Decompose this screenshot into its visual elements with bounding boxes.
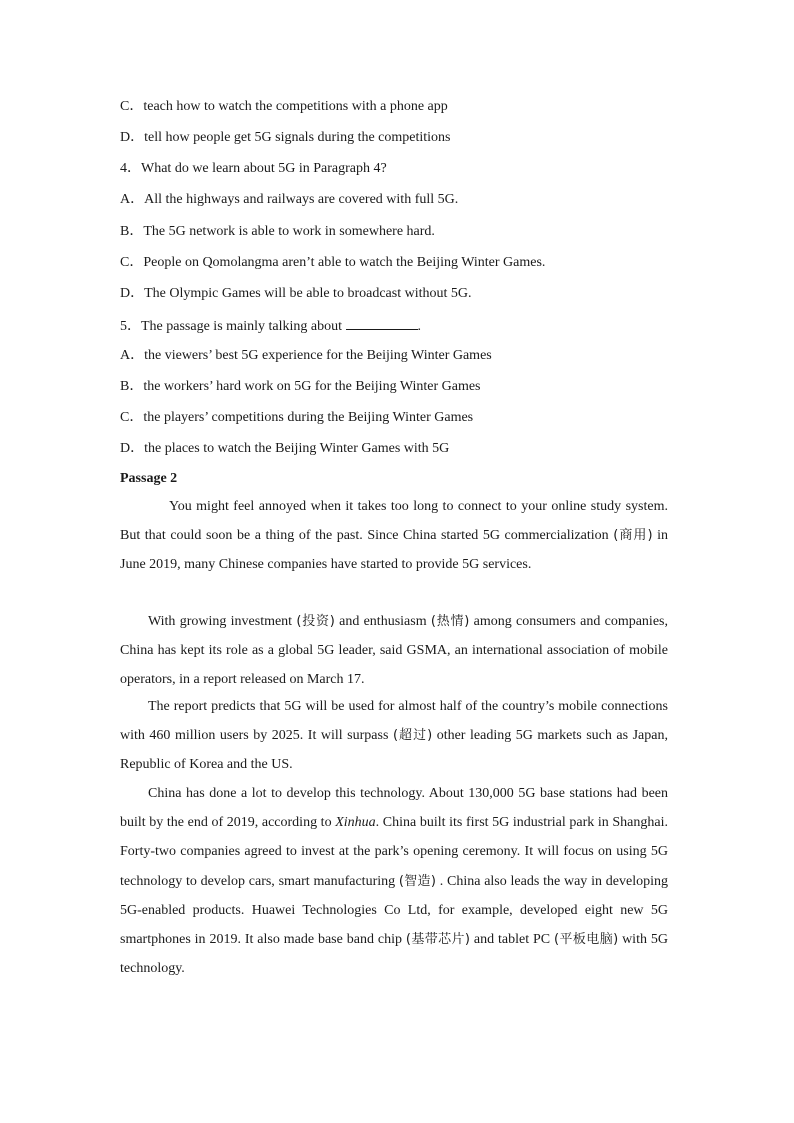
passage-paragraph-4	[120, 779, 668, 983]
q5-option-d: D．the places to watch the Beijing Winter Games with 5G	[120, 441, 450, 456]
p3-text-a: The report predicts that 5G will be used for almost half of the country’s mobile connections with 460 million users by 2025. It will surpass	[120, 699, 668, 744]
p4-text-e: with 5G technology.	[120, 932, 668, 977]
p2-gloss-2: (热情)	[430, 614, 470, 629]
q4-stem: 4．What do we learn about 5G in Paragraph 4?	[120, 161, 387, 176]
p1-text-b: in June 2019, many Chinese companies have started to provide 5G services.	[120, 528, 668, 573]
p4-source-italic: Xinhua	[335, 815, 376, 831]
q3-option-d: D．tell how people get 5G signals during the competitions	[120, 130, 451, 145]
q4-option-b: B．The 5G network is able to work in somewhere hard.	[120, 224, 435, 239]
p4-gloss-2: (基带芯片)	[405, 932, 470, 948]
answer-blank	[346, 316, 418, 330]
p3-gloss: (超过)	[392, 728, 433, 744]
q5-option-b: B．the workers’ hard work on 5G for the Beijing Winter Games	[120, 379, 481, 394]
p4-text-a: China has done a lot to develop this technology. About 130,000 5G base stations had been built by the end of 2019, according to	[120, 786, 668, 831]
p2-text-b: and enthusiasm	[334, 614, 431, 629]
q5-stem-end: .	[417, 319, 422, 334]
q5-stem-text: 5．The passage is mainly talking about	[120, 319, 343, 334]
q3-option-c: C．teach how to watch the competitions with a phone app	[120, 99, 448, 114]
q4-option-a: A．All the highways and railways are covered with full 5G.	[120, 192, 459, 207]
p2-gloss-1: (投资)	[296, 614, 335, 629]
p1-gloss: (商用)	[613, 528, 653, 544]
passage-title: Passage 2	[120, 471, 178, 486]
passage-paragraph-1	[120, 492, 668, 580]
p4-gloss-1: (智造)	[398, 873, 436, 889]
passage-paragraph-2	[120, 607, 668, 695]
p1-text-a: You might feel annoyed when it takes too long to connect to your online study system. But that could soon be a thing of the past. Since China started 5G commercialization	[120, 499, 668, 544]
q5-option-a: A．the viewers’ best 5G experience for the Beijing Winter Games	[120, 348, 492, 363]
p2-text-c: among consumers and companies, China has kept its role as a global 5G leader, said GSMA, an international association of mobile operators, in a report released on March 17.	[120, 614, 668, 688]
p3-text-b: other leading 5G markets such as Japan, Republic of Korea and the US.	[120, 728, 668, 773]
passage-paragraph-3	[120, 692, 668, 780]
p4-text-d: and tablet PC	[470, 932, 555, 948]
q4-option-d: D．The Olympic Games will be able to broadcast without 5G.	[120, 286, 472, 301]
p4-text-b: . China built its first 5G industrial park in Shanghai. Forty-two companies agreed to invest at the park’s opening ceremony. It will focus on using 5G technology to develop cars, smart manufacturing	[120, 815, 668, 889]
p4-gloss-3: (平板电脑)	[554, 932, 619, 948]
q5-stem	[120, 316, 421, 336]
q5-option-c: C．the players’ competitions during the Beijing Winter Games	[120, 410, 474, 425]
p2-text-a: With growing investment	[148, 614, 297, 629]
q4-option-c: C．People on Qomolangma aren’t able to watch the Beijing Winter Games.	[120, 255, 546, 270]
p4-text-c: . China also leads the way in developing 5G-enabled products. Huawei Technologies Co Ltd, for example, developed eight new 5G smartphones in 2019. It also made base band chip	[120, 873, 668, 948]
